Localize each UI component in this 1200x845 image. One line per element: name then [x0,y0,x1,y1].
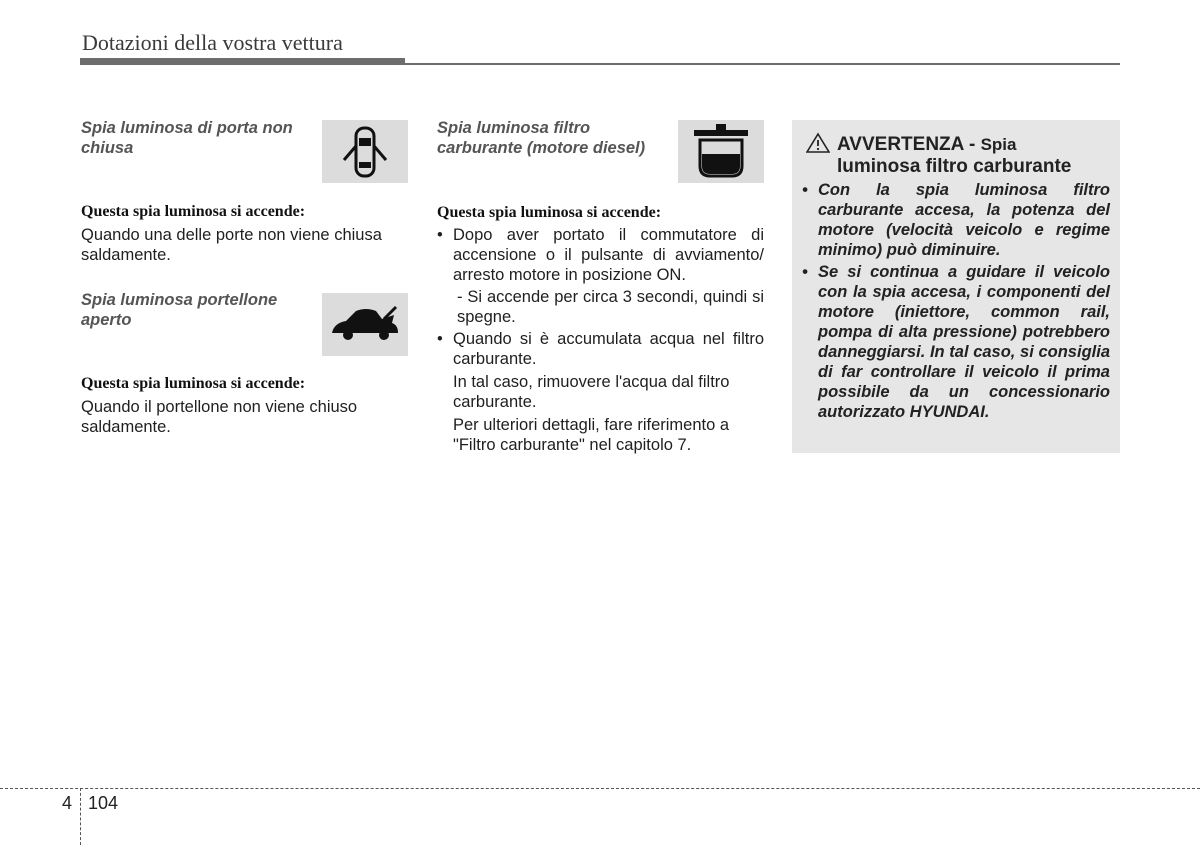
fuel-filter-subhead: Spia luminosa filtro carburante (motore diesel) [437,119,646,157]
trunk-warning-text: Quando il portellone non viene chiuso saldamente. [81,398,358,436]
paragraph-text: In tal caso, rimuovere l'acqua dal filtro carburante. [453,373,730,411]
sub-item-text: - Si accende per circa 3 secondi, quindi si spegne. [457,288,764,326]
paragraph-text: Per ulteriori dettagli, fare riferimento a "Filtro carburante" nel capitolo 7. [453,416,730,454]
header-rule-thick [80,58,405,65]
warning-item-text: Con la spia luminosa filtro carburante accesa, la potenza del motore (velocità veicolo e regime minimo) può diminuire. [818,181,1110,259]
list-item: • Dopo aver portato il commutatore di accensione o il pulsante di avviamento/ arresto motore in posizione ON. [437,226,764,284]
door-warning-text: Quando una delle porte non viene chiusa saldamente. [81,226,382,264]
list-item: • Se si continua a guidare il veicolo con la spia accesa, i componenti del motore (iniettore, common rail, pompa di alta pressione) potrebbero danneggiarsi. In tal caso, si consiglia di far controllare il veicolo il prima possibile da un concessionario autorizzato HYUNDAI. [802,263,1110,421]
footer-divider [0,788,1200,789]
list-item: • Quando si è accumulata acqua nel filtro carburante. [437,330,764,368]
fuel-filter-list [437,225,764,455]
page-number: 104 [88,793,119,813]
warning-title [837,134,1107,178]
list-item-text: Dopo aver portato il commutatore di accensione o il pulsante di avviamento/ arresto motore in posizione ON. [453,226,764,284]
list-item: • Con la spia luminosa filtro carburante accesa, la potenza del motore (velocità veicolo e regime minimo) può diminuire. [802,181,1110,259]
chapter-number: 4 [62,793,73,813]
warning-item-text: Se si continua a guidare il veicolo con la spia accesa, i componenti del motore (iniettore, common rail, pompa di alta pressione) potrebbero danneggiarsi. In tal caso, si consiglia di far controllare il veicolo il prima possibile da un concessionario autorizzato HYUNDAI. [818,263,1110,421]
warning-title-line2: luminosa filtro carburante [837,156,1072,177]
page-header-title: Dotazioni della vostra vettura [82,30,343,55]
footer-vertical-divider [80,788,81,845]
trunk-warning-lead: Questa spia luminosa si accende: [81,375,306,392]
door-warning-lead: Questa spia luminosa si accende: [81,203,306,220]
door-open-car-icon [322,120,408,183]
fuel-filter-icon [678,120,764,183]
list-item-text: Quando si è accumulata acqua nel filtro carburante. [453,330,764,368]
warning-title-rest: Spia [980,135,1017,154]
warning-title-main: AVVERTENZA - [837,134,976,155]
door-warning-subhead: Spia luminosa di porta non chiusa [81,119,293,157]
warning-box [792,120,1120,453]
fuel-filter-lead: Questa spia luminosa si accende: [437,204,662,221]
trunk-open-icon [322,293,408,356]
trunk-warning-subhead: Spia luminosa portellone aperto [81,291,278,329]
warning-triangle-icon [806,132,830,154]
header-rule-thin [405,63,1120,65]
